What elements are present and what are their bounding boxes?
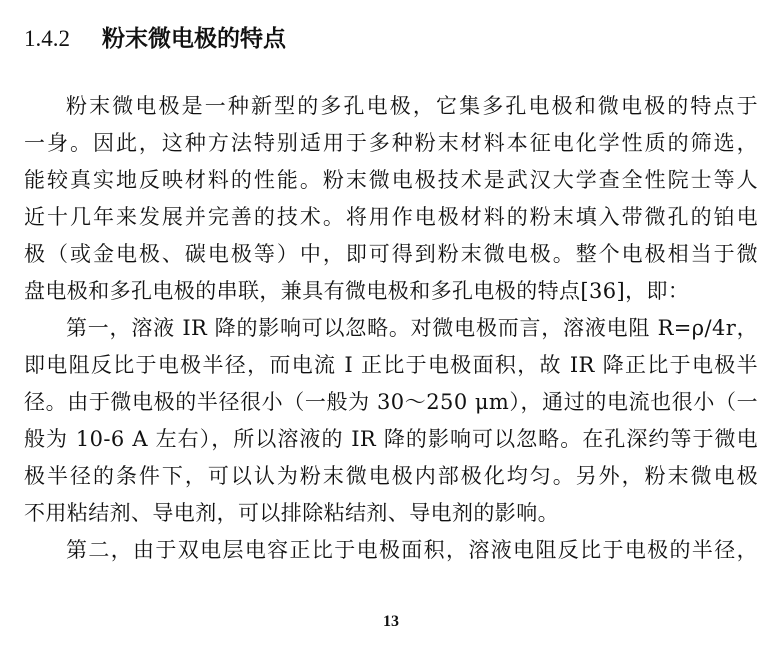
paragraph-line: 能较真实地反映材料的性能。粉末微电极技术是武汉大学查全性院士等人 <box>24 168 758 192</box>
paragraph-line: 极半径的条件下，可以认为粉末微电极内部极化均匀。另外，粉末微电极 <box>24 464 758 488</box>
paragraph-line: 径。由于微电极的半径很小（一般为 30～250 μm），通过的电流也很小（一 <box>24 390 758 414</box>
section-title: 粉末微电极的特点 <box>102 26 286 52</box>
page-number: 13 <box>383 613 399 630</box>
paragraph-line: 一身。因此，这种方法特别适用于多种粉末材料本征电化学性质的筛选， <box>24 131 758 155</box>
paragraph-line: 即电阻反比于电极半径，而电流 I 正比于电极面积，故 IR 降正比于电极半 <box>24 353 758 377</box>
paragraph-line: 第一，溶液 IR 降的影响可以忽略。对微电极而言，溶液电阻 R=ρ/4r， <box>66 316 758 340</box>
paragraph-line: 不用粘结剂、导电剂，可以排除粘结剂、导电剂的影响。 <box>24 501 559 525</box>
paragraph-line: 第二，由于双电层电容正比于电极面积，溶液电阻反比于电极的半径， <box>66 538 758 562</box>
section-number: 1.4.2 <box>24 26 70 51</box>
section-heading <box>24 22 286 56</box>
paragraph-line: 极（或金电极、碳电极等）中，即可得到粉末微电极。整个电极相当于微 <box>24 242 758 266</box>
paragraph-line: 盘电极和多孔电极的串联，兼具有微电极和多孔电极的特点[36]，即： <box>24 279 690 303</box>
paragraph-line: 般为 10-6 A 左右），所以溶液的 IR 降的影响可以忽略。在孔深约等于微电 <box>24 427 758 451</box>
paragraph-line: 近十几年来发展并完善的技术。将用作电极材料的粉末填入带微孔的铂电 <box>24 205 758 229</box>
paragraph-line: 粉末微电极是一种新型的多孔电极，它集多孔电极和微电极的特点于 <box>66 94 758 118</box>
